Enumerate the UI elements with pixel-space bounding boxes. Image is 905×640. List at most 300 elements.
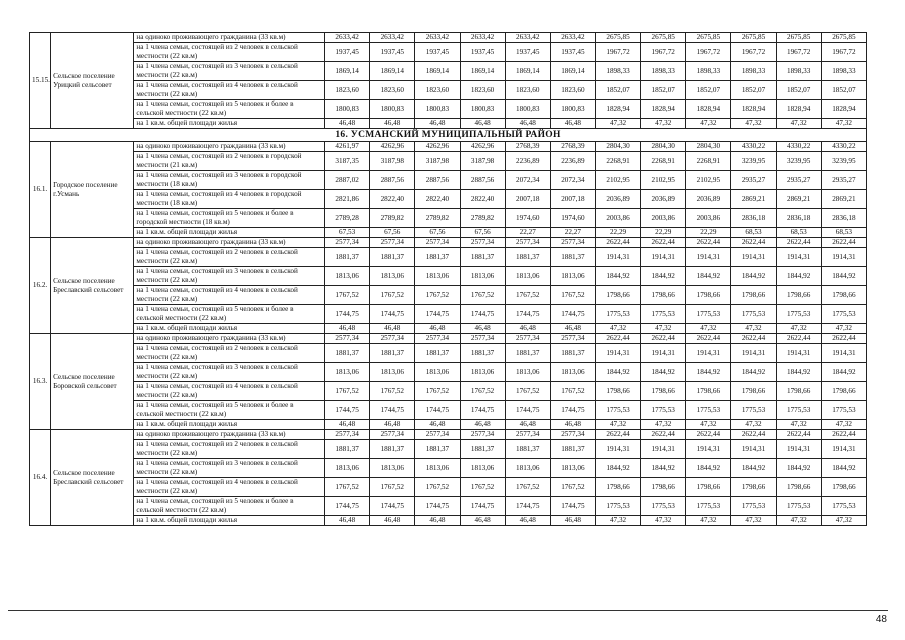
value-cell: 22,29 [686, 228, 731, 238]
value-cell: 1914,31 [686, 344, 731, 363]
value-cell: 1914,31 [595, 440, 640, 459]
value-cell: 1967,72 [731, 43, 776, 62]
value-cell: 2622,44 [641, 238, 686, 248]
value-cell: 1798,66 [821, 382, 866, 401]
value-cell: 2036,89 [641, 190, 686, 209]
value-cell: 1881,37 [325, 248, 370, 267]
footer-divider [8, 610, 888, 611]
value-cell: 2887,56 [460, 171, 505, 190]
value-cell: 1914,31 [641, 344, 686, 363]
value-cell: 1813,06 [415, 459, 460, 478]
value-cell: 2622,44 [776, 238, 821, 248]
value-cell: 1844,92 [686, 267, 731, 286]
value-cell: 2789,28 [325, 209, 370, 228]
value-cell: 46,48 [325, 324, 370, 334]
value-cell: 1775,53 [641, 305, 686, 324]
value-cell: 2003,86 [595, 209, 640, 228]
value-cell: 46,48 [415, 420, 460, 430]
value-cell: 2622,44 [686, 334, 731, 344]
value-cell: 2675,85 [641, 33, 686, 43]
value-cell: 2821,86 [325, 190, 370, 209]
value-cell: 47,32 [641, 324, 686, 334]
value-cell: 1813,06 [550, 267, 595, 286]
value-cell: 46,48 [460, 420, 505, 430]
value-cell: 2577,34 [370, 430, 415, 440]
value-cell: 2007,18 [550, 190, 595, 209]
value-cell: 1775,53 [595, 305, 640, 324]
value-cell: 47,32 [776, 516, 821, 526]
value-cell: 1914,31 [821, 344, 866, 363]
value-cell: 1844,92 [595, 363, 640, 382]
value-cell: 1914,31 [821, 248, 866, 267]
value-cell: 47,32 [641, 119, 686, 129]
value-cell: 1844,92 [641, 267, 686, 286]
value-cell: 1767,52 [550, 478, 595, 497]
table-row [30, 248, 867, 267]
table-row [30, 459, 867, 478]
value-cell: 2789,82 [370, 209, 415, 228]
value-cell: 1844,92 [731, 267, 776, 286]
value-cell: 2822,40 [370, 190, 415, 209]
table-row [30, 190, 867, 209]
value-cell: 4330,22 [776, 142, 821, 152]
value-cell: 1914,31 [776, 344, 821, 363]
table-row [30, 497, 867, 516]
row-description: на одиноко проживающего гражданина (33 кв.м) [134, 238, 325, 248]
value-cell: 2622,44 [686, 430, 731, 440]
row-description: на 1 члена семьи, состоящей из 5 человек и более в сельской местности (22 кв.м) [134, 100, 325, 119]
value-cell: 2577,34 [325, 334, 370, 344]
value-cell: 1914,31 [641, 248, 686, 267]
value-cell: 3187,35 [325, 152, 370, 171]
settlement-name: Сельское поселение Боровской сельсовет [51, 334, 134, 430]
value-cell: 1767,52 [505, 478, 550, 497]
value-cell: 1869,14 [415, 62, 460, 81]
value-cell: 1844,92 [686, 459, 731, 478]
settlement-name: Сельское поселение Урицкий сельсовет [51, 33, 134, 129]
value-cell: 1767,52 [550, 382, 595, 401]
value-cell: 1881,37 [370, 248, 415, 267]
value-cell: 47,32 [686, 324, 731, 334]
value-cell: 47,32 [686, 119, 731, 129]
value-cell: 1767,52 [370, 478, 415, 497]
section-number: 16.1. [30, 142, 51, 238]
value-cell: 2102,95 [686, 171, 731, 190]
value-cell: 1828,94 [776, 100, 821, 119]
page-number: 48 [875, 614, 887, 625]
row-description: на 1 члена семьи, состоящей из 5 человек и более в сельской местности (22 кв.м) [134, 401, 325, 420]
value-cell: 2804,30 [686, 142, 731, 152]
row-description: на 1 члена семьи, состоящей из 3 человек в сельской местности (22 кв.м) [134, 267, 325, 286]
value-cell: 46,48 [325, 420, 370, 430]
value-cell: 2887,56 [370, 171, 415, 190]
value-cell: 2633,42 [415, 33, 460, 43]
value-cell: 2804,30 [641, 142, 686, 152]
value-cell: 2675,85 [686, 33, 731, 43]
row-description: на 1 члена семьи, состоящей из 5 человек и более в городской местности (18 кв.м) [134, 209, 325, 228]
value-cell: 1852,07 [641, 81, 686, 100]
value-cell: 2577,34 [505, 334, 550, 344]
value-cell: 46,48 [415, 119, 460, 129]
value-cell: 2622,44 [731, 334, 776, 344]
value-cell: 1898,33 [686, 62, 731, 81]
value-cell: 1775,53 [686, 497, 731, 516]
value-cell: 1852,07 [776, 81, 821, 100]
value-cell: 2935,27 [821, 171, 866, 190]
value-cell: 3239,95 [731, 152, 776, 171]
table-row [30, 228, 867, 238]
value-cell: 1775,53 [731, 305, 776, 324]
value-cell: 1798,66 [686, 286, 731, 305]
value-cell: 1881,37 [325, 440, 370, 459]
value-cell: 2007,18 [505, 190, 550, 209]
value-cell: 67,56 [415, 228, 460, 238]
value-cell: 2003,86 [686, 209, 731, 228]
value-cell: 2633,42 [325, 33, 370, 43]
value-cell: 2633,42 [460, 33, 505, 43]
value-cell: 46,48 [505, 516, 550, 526]
value-cell: 2577,34 [460, 430, 505, 440]
row-description: на одиноко проживающего гражданина (33 кв.м) [134, 142, 325, 152]
value-cell: 1869,14 [460, 62, 505, 81]
value-cell: 2577,34 [415, 430, 460, 440]
value-cell: 2622,44 [641, 430, 686, 440]
value-cell: 1813,06 [325, 267, 370, 286]
row-description: на 1 члена семьи, состоящей из 4 человек в сельской местности (22 кв.м) [134, 382, 325, 401]
value-cell: 1881,37 [325, 344, 370, 363]
value-cell: 2577,34 [415, 334, 460, 344]
value-cell: 4330,22 [821, 142, 866, 152]
value-cell: 1937,45 [460, 43, 505, 62]
value-cell: 1744,75 [505, 305, 550, 324]
table-row [30, 305, 867, 324]
value-cell: 1844,92 [686, 363, 731, 382]
value-cell: 2836,18 [821, 209, 866, 228]
row-description: на 1 члена семьи, состоящей из 4 человек в городской местности (18 кв.м) [134, 190, 325, 209]
value-cell: 46,48 [370, 324, 415, 334]
value-cell: 1881,37 [460, 248, 505, 267]
value-cell: 1828,94 [821, 100, 866, 119]
value-cell: 47,32 [595, 119, 640, 129]
section-number: 16.3. [30, 334, 51, 430]
value-cell: 47,32 [821, 119, 866, 129]
value-cell: 1798,66 [776, 286, 821, 305]
row-description: на одиноко проживающего гражданина (33 кв.м) [134, 334, 325, 344]
value-cell: 2869,21 [776, 190, 821, 209]
value-cell: 1914,31 [776, 440, 821, 459]
value-cell: 2577,34 [505, 430, 550, 440]
value-cell: 1767,52 [460, 286, 505, 305]
value-cell: 2622,44 [776, 334, 821, 344]
value-cell: 2236,89 [550, 152, 595, 171]
value-cell: 1798,66 [821, 478, 866, 497]
value-cell: 1813,06 [325, 363, 370, 382]
value-cell: 1798,66 [731, 286, 776, 305]
value-cell: 1869,14 [550, 62, 595, 81]
value-cell: 1744,75 [370, 497, 415, 516]
value-cell: 1881,37 [415, 440, 460, 459]
row-description: на 1 члена семьи, состоящей из 2 человек в сельской местности (22 кв.м) [134, 248, 325, 267]
value-cell: 1898,33 [821, 62, 866, 81]
settlement-name: Сельское поселение Бреславский сельсовет [51, 238, 134, 334]
value-cell: 2804,30 [595, 142, 640, 152]
table-row [30, 516, 867, 526]
value-cell: 2577,34 [550, 238, 595, 248]
table-row [30, 33, 867, 43]
value-cell: 1800,83 [415, 100, 460, 119]
row-description: на 1 члена семьи, состоящей из 4 человек в сельской местности (22 кв.м) [134, 478, 325, 497]
value-cell: 1767,52 [325, 478, 370, 497]
value-cell: 1844,92 [821, 459, 866, 478]
row-description: на 1 члена семьи, состоящей из 4 человек в сельской местности (22 кв.м) [134, 81, 325, 100]
value-cell: 2622,44 [686, 238, 731, 248]
value-cell: 2577,34 [325, 238, 370, 248]
value-cell: 3187,98 [460, 152, 505, 171]
district-header-row [30, 129, 867, 142]
value-cell: 1844,92 [641, 363, 686, 382]
value-cell: 47,32 [776, 119, 821, 129]
value-cell: 1744,75 [370, 401, 415, 420]
value-cell: 1881,37 [550, 440, 595, 459]
value-cell: 67,56 [370, 228, 415, 238]
value-cell: 1813,06 [415, 363, 460, 382]
value-cell: 2633,42 [370, 33, 415, 43]
value-cell: 22,27 [550, 228, 595, 238]
value-cell: 2887,56 [415, 171, 460, 190]
value-cell: 1744,75 [415, 497, 460, 516]
value-cell: 2887,02 [325, 171, 370, 190]
value-cell: 22,29 [641, 228, 686, 238]
value-cell: 1775,53 [595, 401, 640, 420]
value-cell: 2822,40 [460, 190, 505, 209]
value-cell: 2935,27 [776, 171, 821, 190]
row-description: на 1 члена семьи, состоящей из 2 человек в сельской местности (22 кв.м) [134, 344, 325, 363]
value-cell: 3239,95 [776, 152, 821, 171]
value-cell: 1798,66 [641, 478, 686, 497]
value-cell: 1937,45 [370, 43, 415, 62]
value-cell: 46,48 [550, 324, 595, 334]
value-cell: 2622,44 [595, 334, 640, 344]
value-cell: 2633,42 [550, 33, 595, 43]
value-cell: 1767,52 [550, 286, 595, 305]
table-row [30, 324, 867, 334]
value-cell: 1844,92 [821, 267, 866, 286]
value-cell: 46,48 [370, 119, 415, 129]
value-cell: 47,32 [731, 420, 776, 430]
value-cell: 46,48 [550, 420, 595, 430]
value-cell: 1798,66 [641, 382, 686, 401]
value-cell: 46,48 [415, 516, 460, 526]
value-cell: 2236,89 [505, 152, 550, 171]
value-cell: 1813,06 [370, 363, 415, 382]
value-cell: 2036,89 [595, 190, 640, 209]
value-cell: 1744,75 [325, 497, 370, 516]
district-title: 16. УСМАНСКИЙ МУНИЦИПАЛЬНЫЙ РАЙОН [30, 129, 867, 142]
row-description: на 1 члена семьи, состоящей из 2 человек в сельской местности (22 кв.м) [134, 43, 325, 62]
value-cell: 1744,75 [415, 305, 460, 324]
value-cell: 2577,34 [325, 430, 370, 440]
table-row [30, 62, 867, 81]
value-cell: 1881,37 [460, 440, 505, 459]
value-cell: 46,48 [505, 420, 550, 430]
value-cell: 1800,83 [505, 100, 550, 119]
value-cell: 1775,53 [821, 401, 866, 420]
value-cell: 1813,06 [505, 267, 550, 286]
table-row [30, 286, 867, 305]
value-cell: 1798,66 [641, 286, 686, 305]
value-cell: 1898,33 [595, 62, 640, 81]
value-cell: 1798,66 [686, 478, 731, 497]
value-cell: 1798,66 [776, 478, 821, 497]
value-cell: 1813,06 [460, 363, 505, 382]
value-cell: 2268,91 [595, 152, 640, 171]
value-cell: 1914,31 [731, 440, 776, 459]
value-cell: 1813,06 [550, 363, 595, 382]
value-cell: 67,56 [460, 228, 505, 238]
value-cell: 1798,66 [731, 382, 776, 401]
value-cell: 1798,66 [731, 478, 776, 497]
value-cell: 46,48 [415, 324, 460, 334]
value-cell: 46,48 [325, 119, 370, 129]
value-cell: 1767,52 [460, 478, 505, 497]
value-cell: 4262,96 [415, 142, 460, 152]
value-cell: 1844,92 [731, 363, 776, 382]
value-cell: 1852,07 [821, 81, 866, 100]
row-description: на одиноко проживающего гражданина (33 кв.м) [134, 33, 325, 43]
row-description: на одиноко проживающего гражданина (33 кв.м) [134, 430, 325, 440]
value-cell: 22,29 [595, 228, 640, 238]
section-number: 16.4. [30, 430, 51, 526]
value-cell: 46,48 [550, 119, 595, 129]
value-cell: 1974,60 [550, 209, 595, 228]
value-cell: 1937,45 [550, 43, 595, 62]
value-cell: 2675,85 [595, 33, 640, 43]
value-cell: 1744,75 [460, 497, 505, 516]
value-cell: 1775,53 [686, 305, 731, 324]
value-cell: 1967,72 [641, 43, 686, 62]
value-cell: 1823,60 [415, 81, 460, 100]
table-row [30, 401, 867, 420]
value-cell: 1823,60 [370, 81, 415, 100]
table-row [30, 440, 867, 459]
value-cell: 1828,94 [641, 100, 686, 119]
value-cell: 1937,45 [505, 43, 550, 62]
value-cell: 2622,44 [641, 334, 686, 344]
row-description: на 1 члена семьи, состоящей из 5 человек и более в сельской местности (22 кв.м) [134, 497, 325, 516]
row-description: на 1 члена семьи, состоящей из 5 человек и более в сельской местности (22 кв.м) [134, 305, 325, 324]
value-cell: 1881,37 [550, 344, 595, 363]
value-cell: 1767,52 [505, 382, 550, 401]
value-cell: 1881,37 [415, 248, 460, 267]
value-cell: 1813,06 [325, 459, 370, 478]
value-cell: 1767,52 [460, 382, 505, 401]
value-cell: 1967,72 [821, 43, 866, 62]
value-cell: 1775,53 [641, 401, 686, 420]
row-description: на 1 кв.м. общей площади жилья [134, 119, 325, 129]
value-cell: 22,27 [505, 228, 550, 238]
value-cell: 1898,33 [731, 62, 776, 81]
value-cell: 2675,85 [821, 33, 866, 43]
table-row [30, 382, 867, 401]
value-cell: 1798,66 [776, 382, 821, 401]
value-cell: 46,48 [370, 516, 415, 526]
value-cell: 1775,53 [776, 401, 821, 420]
value-cell: 2622,44 [731, 430, 776, 440]
row-description: на 1 члена семьи, состоящей из 3 человек в сельской местности (22 кв.м) [134, 459, 325, 478]
value-cell: 2768,39 [550, 142, 595, 152]
value-cell: 1813,06 [370, 459, 415, 478]
value-cell: 1744,75 [415, 401, 460, 420]
value-cell: 1898,33 [776, 62, 821, 81]
row-description: на 1 члена семьи, состоящей из 3 человек в сельской местности (22 кв.м) [134, 62, 325, 81]
value-cell: 1844,92 [641, 459, 686, 478]
value-cell: 1914,31 [686, 248, 731, 267]
value-cell: 2622,44 [595, 430, 640, 440]
value-cell: 47,32 [595, 324, 640, 334]
settlement-name: Городское поселение г.Усмань [51, 142, 134, 238]
section-number: 15.15. [30, 33, 51, 129]
value-cell: 2622,44 [731, 238, 776, 248]
value-cell: 1767,52 [415, 286, 460, 305]
value-cell: 1881,37 [370, 440, 415, 459]
value-cell: 2789,82 [460, 209, 505, 228]
value-cell: 2869,21 [821, 190, 866, 209]
value-cell: 1881,37 [370, 344, 415, 363]
table-row [30, 238, 867, 248]
value-cell: 67,53 [325, 228, 370, 238]
value-cell: 2675,85 [731, 33, 776, 43]
value-cell: 46,48 [460, 516, 505, 526]
value-cell: 3239,95 [821, 152, 866, 171]
value-cell: 47,32 [821, 420, 866, 430]
value-cell: 47,32 [686, 516, 731, 526]
value-cell: 2577,34 [460, 334, 505, 344]
value-cell: 46,48 [505, 119, 550, 129]
value-cell: 46,48 [460, 324, 505, 334]
table-row [30, 100, 867, 119]
value-cell: 46,48 [370, 420, 415, 430]
value-cell: 1813,06 [550, 459, 595, 478]
row-description: на 1 кв.м. общей площади жилья [134, 324, 325, 334]
value-cell: 47,32 [641, 516, 686, 526]
table-row [30, 171, 867, 190]
row-description: на 1 кв.м. общей площади жилья [134, 516, 325, 526]
value-cell: 1800,83 [460, 100, 505, 119]
value-cell: 1775,53 [821, 497, 866, 516]
value-cell: 1914,31 [731, 344, 776, 363]
value-cell: 2577,34 [415, 238, 460, 248]
value-cell: 1937,45 [325, 43, 370, 62]
value-cell: 1881,37 [460, 344, 505, 363]
housing-cost-table [29, 32, 867, 526]
table-row [30, 119, 867, 129]
table-row [30, 478, 867, 497]
value-cell: 1813,06 [370, 267, 415, 286]
table-row [30, 344, 867, 363]
value-cell: 1844,92 [731, 459, 776, 478]
value-cell: 2836,18 [731, 209, 776, 228]
value-cell: 4262,96 [460, 142, 505, 152]
value-cell: 1744,75 [550, 305, 595, 324]
row-description: на 1 члена семьи, состоящей из 2 человек в сельской местности (22 кв.м) [134, 440, 325, 459]
value-cell: 1914,31 [641, 440, 686, 459]
value-cell: 1775,53 [776, 305, 821, 324]
value-cell: 1744,75 [505, 401, 550, 420]
value-cell: 1767,52 [505, 286, 550, 305]
value-cell: 1869,14 [325, 62, 370, 81]
value-cell: 47,32 [821, 516, 866, 526]
value-cell: 1967,72 [686, 43, 731, 62]
